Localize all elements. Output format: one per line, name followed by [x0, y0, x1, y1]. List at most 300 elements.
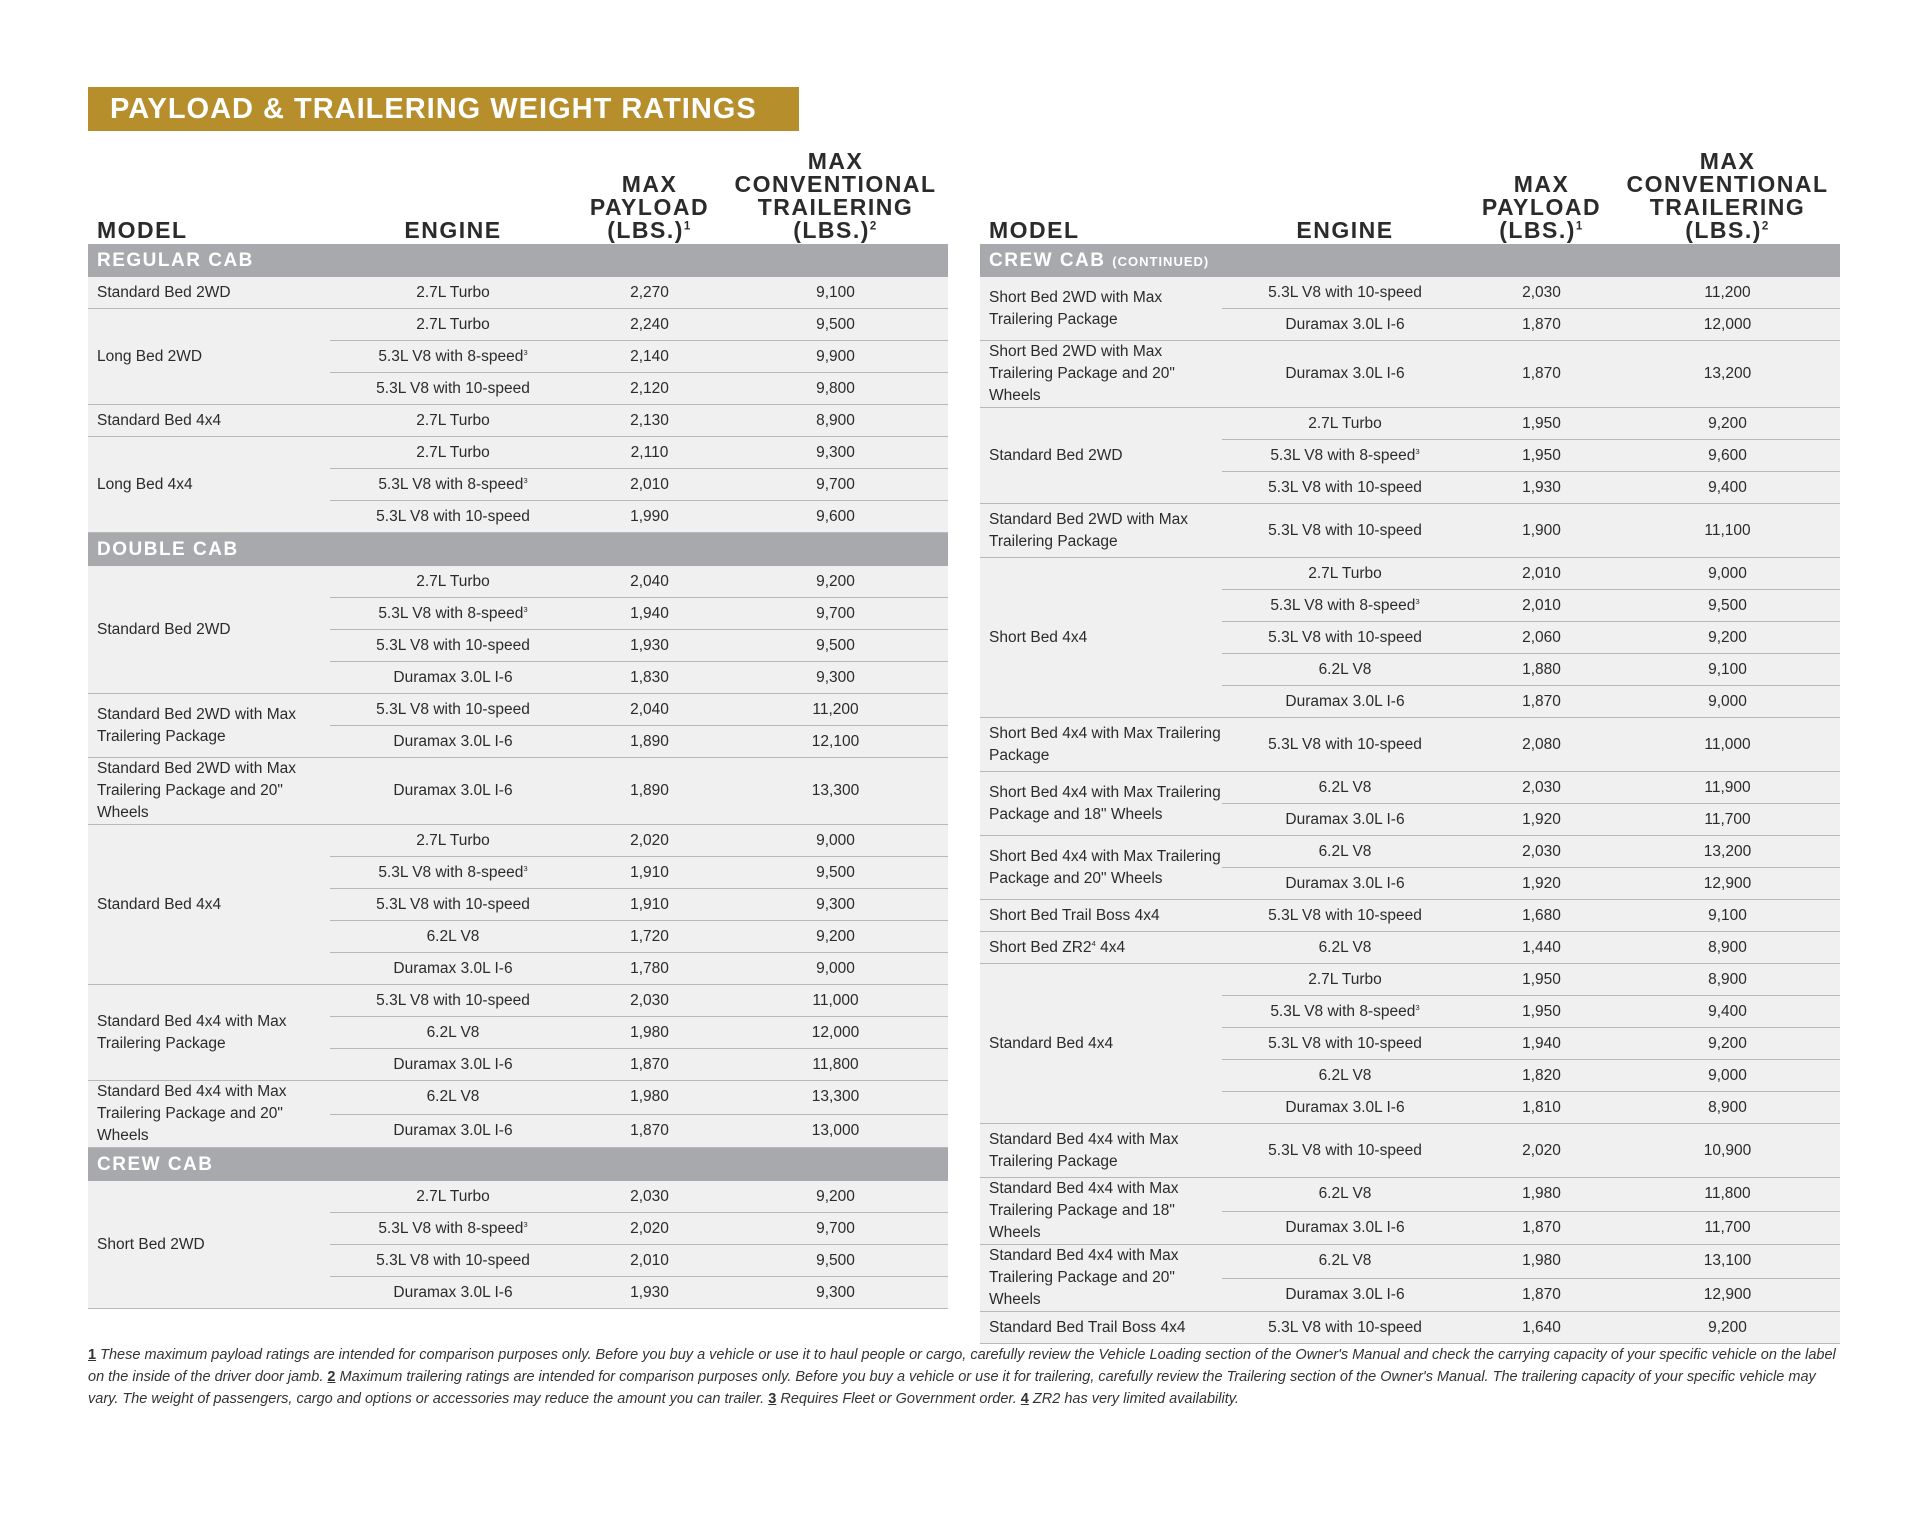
engine-name: 5.3L V8 with 10-speed — [376, 1251, 530, 1269]
model-name: Standard Bed 4x4 with Max Trailering Package — [989, 1130, 1179, 1170]
trailering-cell: 9,200 — [1615, 1312, 1840, 1344]
table-row — [980, 900, 1840, 932]
payload-cell: 2,120 — [576, 373, 723, 405]
payload-cell: 2,040 — [576, 566, 723, 598]
payload-cell: 1,940 — [1468, 1028, 1615, 1060]
trailering-cell: 13,200 — [1615, 836, 1840, 868]
payload-cell: 1,950 — [1468, 996, 1615, 1028]
engine-name: 5.3L V8 with 10-speed — [1268, 1034, 1422, 1052]
engine-name: Duramax 3.0L I-6 — [393, 1055, 513, 1073]
payload-cell: 2,240 — [576, 309, 723, 341]
engine-cell — [1222, 772, 1468, 804]
trailering-cell: 12,100 — [723, 726, 948, 758]
model-name: Short Bed 4x4 with Max Trailering Package and 18" Wheels — [989, 783, 1221, 823]
payload-cell: 2,020 — [1468, 1124, 1615, 1178]
trailering-cell: 11,700 — [1615, 804, 1840, 836]
table-row — [88, 985, 948, 1017]
engine-footnote-ref: 3 — [523, 475, 528, 485]
model-cell — [88, 566, 330, 694]
engine-cell — [330, 341, 576, 373]
table-row — [980, 718, 1840, 772]
model-name: Short Bed 2WD — [97, 1235, 205, 1253]
footnote-text: Maximum trailering ratings are intended for comparison purposes only. Before you buy a vehicle or use it for trailering, carefully review the Trailering section of the Owner's Manual. The trailering capacity of your specific vehicle may vary. The weight of passengers, cargo and options or accessories may reduce the amount you can trailer. — [88, 1369, 1816, 1407]
trailering-cell: 11,700 — [1615, 1211, 1840, 1245]
trailering-cell: 9,200 — [1615, 408, 1840, 440]
engine-name: 6.2L V8 — [1318, 938, 1372, 956]
model-cell — [980, 277, 1222, 341]
engine-footnote-ref: 3 — [1415, 596, 1420, 606]
table-row — [980, 1245, 1840, 1279]
footnotes — [88, 1344, 1840, 1410]
payload-header-line2: PAYLOAD — [1481, 194, 1602, 220]
payload-cell: 2,110 — [576, 437, 723, 469]
payload-cell: 1,980 — [576, 1017, 723, 1049]
section-header-row — [88, 244, 948, 277]
engine-cell — [1222, 718, 1468, 772]
payload-cell: 2,040 — [576, 694, 723, 726]
model-name: Long Bed 2WD — [97, 347, 203, 365]
engine-cell — [330, 825, 576, 857]
model-cell — [88, 437, 330, 533]
footnote-number: 4 — [1020, 1391, 1029, 1407]
trailering-cell: 9,200 — [1615, 1028, 1840, 1060]
engine-name: Duramax 3.0L I-6 — [1285, 1218, 1405, 1236]
engine-cell — [1222, 836, 1468, 868]
payload-cell: 2,030 — [1468, 836, 1615, 868]
engine-cell — [330, 309, 576, 341]
engine-name: 2.7L Turbo — [416, 411, 490, 429]
engine-cell — [330, 566, 576, 598]
engine-name: 5.3L V8 with 10-speed — [376, 507, 530, 525]
engine-cell — [330, 953, 576, 985]
engine-column-header: ENGINE — [404, 217, 502, 243]
engine-cell — [1222, 1245, 1468, 1279]
engine-cell — [1222, 932, 1468, 964]
section-header-row — [88, 1148, 948, 1182]
engine-cell — [330, 469, 576, 501]
model-name: Standard Bed 4x4 with Max Trailering Package and 20" Wheels — [97, 1083, 287, 1144]
model-column-header: MODEL — [97, 217, 188, 243]
trailering-cell: 9,700 — [723, 1213, 948, 1245]
ratings-table-right — [980, 150, 1840, 1344]
engine-cell — [330, 857, 576, 889]
trailering-cell: 9,500 — [723, 857, 948, 889]
trailering-cell: 9,500 — [723, 1245, 948, 1277]
engine-name: Duramax 3.0L I-6 — [393, 782, 513, 799]
engine-cell — [330, 1245, 576, 1277]
engine-cell — [1222, 654, 1468, 686]
payload-cell: 1,680 — [1468, 900, 1615, 932]
payload-cell: 1,830 — [576, 662, 723, 694]
table-row — [88, 758, 948, 825]
engine-cell — [330, 1049, 576, 1081]
model-cell — [88, 309, 330, 405]
engine-name: 6.2L V8 — [1318, 1185, 1372, 1203]
engine-footnote-ref: 3 — [523, 1219, 528, 1229]
model-name: Short Bed ZR2 — [989, 938, 1092, 956]
trailering-cell: 9,200 — [723, 1181, 948, 1213]
engine-footnote-ref: 3 — [523, 347, 528, 357]
trailering-cell: 13,300 — [723, 1081, 948, 1115]
engine-cell — [1222, 964, 1468, 996]
engine-cell — [330, 1213, 576, 1245]
engine-name: 6.2L V8 — [1318, 660, 1372, 678]
trailering-column-header — [1615, 150, 1840, 244]
model-name: Standard Bed 2WD — [989, 446, 1123, 464]
table-row — [980, 341, 1840, 408]
trailering-cell: 11,200 — [1615, 277, 1840, 309]
payload-cell: 2,010 — [576, 469, 723, 501]
engine-footnote-ref: 3 — [1415, 446, 1420, 456]
engine-cell — [330, 1181, 576, 1213]
payload-cell: 1,920 — [1468, 868, 1615, 900]
model-cell — [980, 1178, 1222, 1245]
table-row — [980, 964, 1840, 996]
payload-cell: 1,870 — [1468, 1278, 1615, 1312]
payload-cell: 1,870 — [1468, 1211, 1615, 1245]
payload-cell: 2,030 — [1468, 772, 1615, 804]
payload-cell: 2,020 — [576, 1213, 723, 1245]
trailering-cell: 9,300 — [723, 889, 948, 921]
engine-name: 5.3L V8 with 10-speed — [376, 700, 530, 718]
engine-name: Duramax 3.0L I-6 — [1285, 874, 1405, 892]
engine-cell — [330, 501, 576, 533]
table-row — [980, 558, 1840, 590]
engine-name: Duramax 3.0L I-6 — [1285, 1285, 1405, 1303]
model-cell — [88, 694, 330, 758]
table-row — [88, 437, 948, 469]
table-row — [88, 1181, 948, 1213]
payload-cell: 1,950 — [1468, 964, 1615, 996]
trailering-cell: 9,300 — [723, 1277, 948, 1309]
engine-cell — [1222, 622, 1468, 654]
trailering-cell: 9,500 — [723, 309, 948, 341]
model-cell — [88, 1181, 330, 1309]
engine-cell — [1222, 868, 1468, 900]
model-cell — [980, 1312, 1222, 1344]
engine-name: Duramax 3.0L I-6 — [393, 1283, 513, 1301]
table-row — [88, 405, 948, 437]
engine-name: 2.7L Turbo — [1308, 564, 1382, 582]
engine-cell — [330, 889, 576, 921]
table-row — [980, 932, 1840, 964]
trailering-cell: 9,800 — [723, 373, 948, 405]
section-title: CREW CAB — [97, 1153, 214, 1175]
engine-cell — [330, 1081, 576, 1115]
engine-cell — [1222, 996, 1468, 1028]
model-name: Short Bed 2WD with Max Trailering Package and 20" Wheels — [989, 343, 1175, 404]
payload-cell: 2,060 — [1468, 622, 1615, 654]
engine-footnote-ref: 3 — [1415, 1002, 1420, 1012]
section-header — [88, 1148, 948, 1182]
engine-cell — [330, 1114, 576, 1148]
model-name: Short Bed 4x4 with Max Trailering Package — [989, 724, 1221, 764]
engine-name: 5.3L V8 with 10-speed — [376, 991, 530, 1009]
engine-cell — [330, 598, 576, 630]
engine-cell — [330, 985, 576, 1017]
page-title: PAYLOAD & TRAILERING WEIGHT RATINGS — [88, 87, 799, 131]
trailering-cell: 9,100 — [723, 277, 948, 309]
payload-cell: 2,010 — [576, 1245, 723, 1277]
engine-name: 2.7L Turbo — [1308, 970, 1382, 988]
payload-cell: 1,980 — [1468, 1245, 1615, 1279]
table-row — [88, 694, 948, 726]
payload-cell: 1,890 — [576, 726, 723, 758]
engine-name: 5.3L V8 with 10-speed — [1268, 735, 1422, 753]
payload-cell: 2,140 — [576, 341, 723, 373]
engine-cell — [1222, 440, 1468, 472]
trailering-cell: 11,000 — [1615, 718, 1840, 772]
table-row — [88, 825, 948, 857]
engine-cell — [1222, 277, 1468, 309]
payload-cell: 1,810 — [1468, 1092, 1615, 1124]
trailering-header-line1: MAX — [807, 148, 864, 174]
engine-name: 2.7L Turbo — [416, 1187, 490, 1205]
payload-cell: 2,080 — [1468, 718, 1615, 772]
table-header-row — [980, 150, 1840, 244]
model-name: Long Bed 4x4 — [97, 475, 193, 493]
trailering-cell: 11,200 — [723, 694, 948, 726]
trailering-column-header — [723, 150, 948, 244]
model-name: Short Bed Trail Boss 4x4 — [989, 906, 1160, 924]
trailering-cell: 8,900 — [1615, 932, 1840, 964]
footnote-number: 3 — [768, 1391, 777, 1407]
engine-name: 5.3L V8 with 8-speed — [1270, 1002, 1416, 1020]
model-cell — [980, 504, 1222, 558]
model-name: Standard Bed 4x4 with Max Trailering Package and 18" Wheels — [989, 1180, 1179, 1241]
section-header-row — [88, 533, 948, 567]
model-cell — [980, 341, 1222, 408]
engine-cell — [330, 758, 576, 825]
right-ratings-panel — [980, 150, 1840, 1344]
engine-name: 6.2L V8 — [426, 1023, 480, 1041]
payload-cell: 1,870 — [1468, 686, 1615, 718]
payload-cell: 1,870 — [576, 1114, 723, 1148]
section-title: REGULAR CAB — [97, 249, 254, 271]
engine-cell — [330, 437, 576, 469]
table-row — [88, 277, 948, 309]
trailering-cell: 9,600 — [723, 501, 948, 533]
section-header — [980, 244, 1840, 277]
engine-cell — [1222, 1278, 1468, 1312]
trailering-cell: 9,100 — [1615, 654, 1840, 686]
model-name: Short Bed 2WD with Max Trailering Package — [989, 288, 1163, 328]
left-ratings-panel — [88, 150, 948, 1309]
payload-cell: 2,030 — [1468, 277, 1615, 309]
trailering-header-footnote: 2 — [869, 220, 878, 233]
payload-cell: 1,780 — [576, 953, 723, 985]
trailering-cell: 8,900 — [1615, 964, 1840, 996]
engine-name: Duramax 3.0L I-6 — [393, 1121, 513, 1139]
table-row — [980, 1124, 1840, 1178]
trailering-cell: 9,500 — [1615, 590, 1840, 622]
section-header — [88, 533, 948, 567]
model-name: Standard Bed 2WD with Max Trailering Package — [97, 705, 297, 745]
trailering-cell: 9,000 — [723, 953, 948, 985]
engine-name: Duramax 3.0L I-6 — [1285, 365, 1405, 382]
payload-cell: 1,950 — [1468, 440, 1615, 472]
engine-cell — [330, 373, 576, 405]
table-row — [980, 277, 1840, 309]
engine-name: 6.2L V8 — [426, 927, 480, 945]
engine-name: 2.7L Turbo — [1308, 414, 1382, 432]
section-subtitle: (CONTINUED) — [1112, 253, 1210, 269]
footnote — [1021, 1391, 1239, 1407]
engine-name: 5.3L V8 with 8-speed — [378, 863, 524, 881]
trailering-cell: 9,200 — [723, 566, 948, 598]
engine-cell — [1222, 558, 1468, 590]
table-row — [980, 408, 1840, 440]
model-name: Standard Bed 4x4 — [989, 1034, 1114, 1052]
model-cell — [980, 900, 1222, 932]
trailering-cell: 9,200 — [723, 921, 948, 953]
payload-header-line3: (LBS.) — [1499, 217, 1576, 243]
engine-name: 5.3L V8 with 10-speed — [1268, 1318, 1422, 1336]
payload-cell: 1,980 — [576, 1081, 723, 1115]
model-cell — [88, 1081, 330, 1148]
trailering-cell: 13,200 — [1615, 341, 1840, 408]
model-name: Standard Bed 4x4 — [97, 895, 222, 913]
engine-name: 5.3L V8 with 10-speed — [376, 895, 530, 913]
table-row — [980, 1312, 1840, 1344]
payload-cell: 1,820 — [1468, 1060, 1615, 1092]
engine-name: 5.3L V8 with 10-speed — [1268, 1141, 1422, 1159]
model-cell — [88, 277, 330, 309]
payload-cell: 1,900 — [1468, 504, 1615, 558]
engine-cell — [330, 921, 576, 953]
engine-cell — [1222, 1092, 1468, 1124]
engine-cell — [330, 726, 576, 758]
payload-cell: 1,880 — [1468, 654, 1615, 686]
engine-name: 5.3L V8 with 8-speed — [378, 347, 524, 365]
trailering-header-line2: CONVENTIONAL — [734, 171, 937, 197]
engine-name: 5.3L V8 with 8-speed — [378, 604, 524, 622]
model-name: Standard Bed 4x4 — [97, 411, 222, 429]
trailering-cell: 11,000 — [723, 985, 948, 1017]
engine-cell — [1222, 804, 1468, 836]
payload-column-header — [576, 150, 723, 244]
table-row — [88, 1081, 948, 1115]
payload-cell: 1,930 — [1468, 472, 1615, 504]
trailering-header-footnote: 2 — [1761, 220, 1770, 233]
payload-header-line2: PAYLOAD — [589, 194, 710, 220]
model-name: Standard Bed 4x4 with Max Trailering Package and 20" Wheels — [989, 1247, 1179, 1308]
trailering-header-line3: TRAILERING (LBS.) — [1649, 194, 1806, 243]
engine-name: 2.7L Turbo — [416, 283, 490, 301]
engine-name: 5.3L V8 with 10-speed — [1268, 628, 1422, 646]
model-name: Short Bed 4x4 with Max Trailering Package and 20" Wheels — [989, 847, 1221, 887]
trailering-cell: 11,100 — [1615, 504, 1840, 558]
engine-cell — [1222, 900, 1468, 932]
payload-cell: 1,920 — [1468, 804, 1615, 836]
payload-cell: 2,020 — [576, 825, 723, 857]
engine-cell — [330, 1017, 576, 1049]
section-title: DOUBLE CAB — [97, 538, 239, 560]
engine-name: 5.3L V8 with 8-speed — [1270, 446, 1416, 464]
footnote-text: ZR2 has very limited availability. — [1032, 1391, 1239, 1407]
payload-header-line1: MAX — [621, 171, 678, 197]
engine-cell — [1222, 590, 1468, 622]
trailering-cell: 9,400 — [1615, 472, 1840, 504]
payload-cell: 2,010 — [1468, 590, 1615, 622]
engine-footnote-ref: 3 — [523, 863, 528, 873]
engine-cell — [1222, 341, 1468, 408]
engine-name: 5.3L V8 with 10-speed — [1268, 283, 1422, 301]
payload-column-header — [1468, 150, 1615, 244]
trailering-header-line2: CONVENTIONAL — [1626, 171, 1829, 197]
model-name: Standard Bed 2WD — [97, 283, 231, 301]
model-name: Standard Bed 2WD with Max Trailering Package and 20" Wheels — [97, 760, 297, 821]
model-name-suffix: 4x4 — [1095, 938, 1126, 956]
engine-name: 5.3L V8 with 10-speed — [376, 636, 530, 654]
trailering-cell: 12,000 — [1615, 309, 1840, 341]
table-row — [980, 836, 1840, 868]
payload-cell: 1,940 — [576, 598, 723, 630]
engine-cell — [1222, 1060, 1468, 1092]
payload-header-line1: MAX — [1513, 171, 1570, 197]
engine-cell — [1222, 1211, 1468, 1245]
engine-cell — [330, 277, 576, 309]
payload-cell: 2,030 — [576, 985, 723, 1017]
engine-name: 2.7L Turbo — [416, 831, 490, 849]
model-cell — [88, 758, 330, 825]
section-title: CREW CAB — [989, 249, 1106, 271]
payload-cell: 2,030 — [576, 1181, 723, 1213]
engine-name: 6.2L V8 — [426, 1088, 480, 1106]
payload-cell: 1,890 — [576, 758, 723, 825]
footnote-number: 1 — [88, 1347, 97, 1363]
trailering-cell: 9,300 — [723, 437, 948, 469]
trailering-cell: 9,300 — [723, 662, 948, 694]
engine-cell — [1222, 408, 1468, 440]
engine-cell — [1222, 309, 1468, 341]
model-cell — [980, 932, 1222, 964]
engine-cell — [1222, 1028, 1468, 1060]
trailering-cell: 9,400 — [1615, 996, 1840, 1028]
trailering-cell: 10,900 — [1615, 1124, 1840, 1178]
engine-name: 6.2L V8 — [1318, 1066, 1372, 1084]
trailering-cell: 9,000 — [1615, 1060, 1840, 1092]
trailering-cell: 9,000 — [1615, 686, 1840, 718]
engine-name: Duramax 3.0L I-6 — [393, 959, 513, 977]
payload-cell: 1,870 — [1468, 309, 1615, 341]
payload-cell: 1,990 — [576, 501, 723, 533]
section-header-row — [980, 244, 1840, 277]
engine-name: 5.3L V8 with 8-speed — [378, 1219, 524, 1237]
engine-column-header: ENGINE — [1296, 217, 1394, 243]
trailering-cell: 9,200 — [1615, 622, 1840, 654]
trailering-cell: 9,100 — [1615, 900, 1840, 932]
table-row — [980, 1178, 1840, 1212]
engine-cell — [330, 694, 576, 726]
engine-name: 5.3L V8 with 10-speed — [376, 379, 530, 397]
model-cell — [88, 985, 330, 1081]
model-name: Standard Bed Trail Boss 4x4 — [989, 1318, 1186, 1336]
ratings-body-left — [88, 244, 948, 1309]
engine-cell — [1222, 686, 1468, 718]
engine-cell — [330, 1277, 576, 1309]
model-cell — [88, 825, 330, 985]
model-cell — [980, 836, 1222, 900]
trailering-cell: 13,300 — [723, 758, 948, 825]
engine-name: 5.3L V8 with 8-speed — [1270, 596, 1416, 614]
trailering-cell: 12,900 — [1615, 1278, 1840, 1312]
model-cell — [980, 1124, 1222, 1178]
trailering-header-line3: TRAILERING (LBS.) — [757, 194, 914, 243]
engine-cell — [330, 630, 576, 662]
engine-cell — [330, 662, 576, 694]
payload-cell: 1,870 — [576, 1049, 723, 1081]
